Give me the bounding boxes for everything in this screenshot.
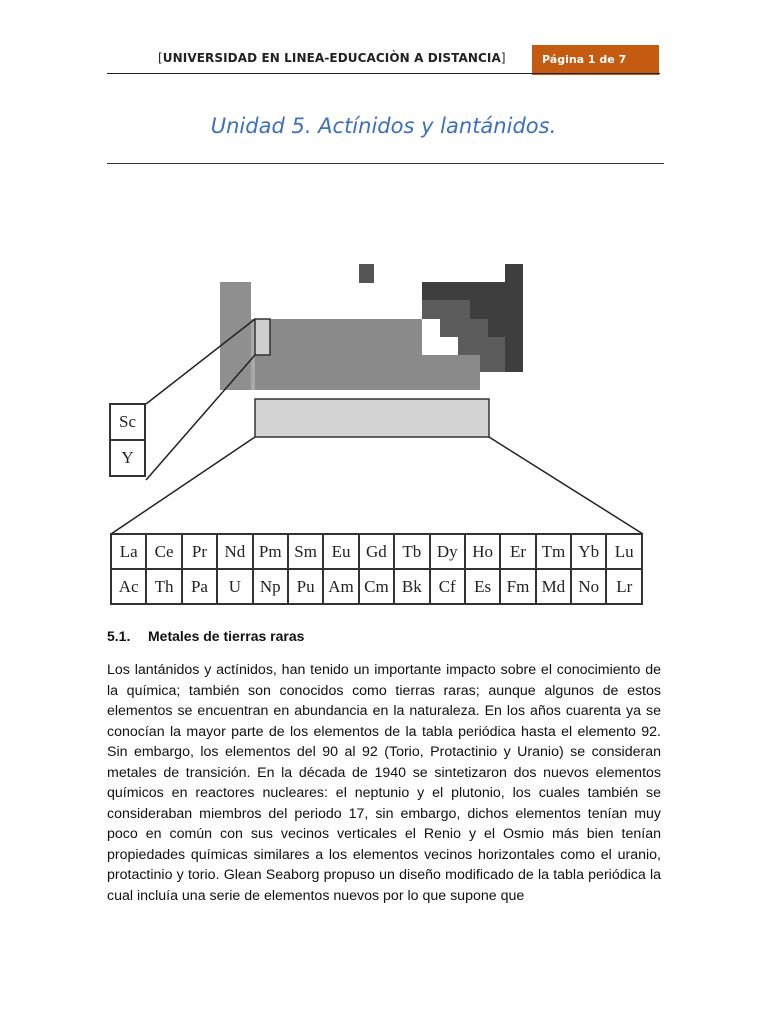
- header-institution-text: UNIVERSIDAD EN LINEA-EDUCACIÒN A DISTANCIA: [162, 51, 501, 65]
- element-cell: No: [571, 569, 606, 604]
- element-cell: Np: [253, 569, 288, 604]
- callout-line: [489, 437, 643, 534]
- element-cell: Bk: [394, 569, 429, 604]
- element-cell: Er: [500, 534, 535, 569]
- element-cell: Sc: [110, 404, 145, 440]
- element-cell: Pa: [182, 569, 217, 604]
- table-block-h: [359, 264, 374, 283]
- element-cell: Th: [146, 569, 181, 604]
- f-block-bar: [255, 399, 489, 437]
- header-bracket-close: ]: [500, 51, 506, 65]
- sc-y-table: [109, 403, 146, 477]
- header-bracket-open: [: [158, 51, 163, 65]
- element-cell: Fm: [500, 569, 535, 604]
- table-block-s-group: [220, 282, 251, 390]
- element-cell: Cf: [430, 569, 465, 604]
- body-paragraph: Los lantánidos y actínidos, han tenido un importante impacto sobre el conocimiento de la química; también son conocidos como tierras raras; aunque algunos de estos elementos se encuentran en abundancia en la naturaleza. En los años cuarenta ya se conocían la mayor parte de los elementos de la tabla periódica hasta el elemento 92. Sin embargo, los elementos del 90 al 92 (Torio, Protactinio y Uranio) se consideran metales de transición. En la década de 1940 se sintetizaron dos nuevos elementos químicos en reactores nucleares: el neptunio y el plutonio, los cuales también se consideraban miembros del periodo 17, sin embargo, dichos elementos tenían muy poco en común con sus vecinos verticales el Renio y el Osmio más bien tenían propiedades químicas similares a los elementos vecinos horizontales como el uranio, protactinio y torio. Glean Seaborg propuso un diseño modificado de la tabla periódica la cual incluía una serie de elementos nuevos por lo que supone que: [107, 662, 661, 904]
- page-number-badge: Página 1 de 7: [532, 45, 659, 75]
- element-cell: Eu: [323, 534, 358, 569]
- element-cell: Pu: [288, 569, 323, 604]
- table-block-p-bottom: [370, 355, 480, 390]
- element-cell: Pm: [253, 534, 288, 569]
- f-block-table: [110, 533, 643, 605]
- element-cell: Lr: [606, 569, 642, 604]
- section-heading-text: Metales de tierras raras: [148, 628, 305, 644]
- element-cell: Y: [110, 440, 145, 476]
- element-cell: Pr: [182, 534, 217, 569]
- element-cell: Nd: [217, 534, 252, 569]
- element-cell: Gd: [359, 534, 394, 569]
- sc-y-highlight: [255, 319, 270, 355]
- element-cell: Md: [536, 569, 571, 604]
- element-cell: Ac: [111, 569, 146, 604]
- callout-line: [146, 355, 255, 480]
- element-cell: Lu: [606, 534, 642, 569]
- lanthanide-row: [111, 534, 642, 569]
- element-cell: Es: [465, 569, 500, 604]
- table-block-d-lower: [255, 355, 370, 390]
- element-cell: Ce: [146, 534, 181, 569]
- section-number: 5.1.: [107, 628, 131, 644]
- element-cell: Ho: [465, 534, 500, 569]
- element-cell: U: [217, 569, 252, 604]
- element-cell: La: [111, 534, 146, 569]
- element-cell: Cm: [359, 569, 394, 604]
- actinide-row: [111, 569, 642, 604]
- element-cell: Yb: [571, 534, 606, 569]
- element-cell: Am: [323, 569, 358, 604]
- element-cell: Dy: [430, 534, 465, 569]
- element-cell: Tm: [536, 534, 571, 569]
- element-cell: Tb: [394, 534, 429, 569]
- section-heading: [107, 628, 304, 644]
- page-title: Unidad 5. Actínidos y lantánidos.: [210, 114, 557, 138]
- element-cell: Sm: [288, 534, 323, 569]
